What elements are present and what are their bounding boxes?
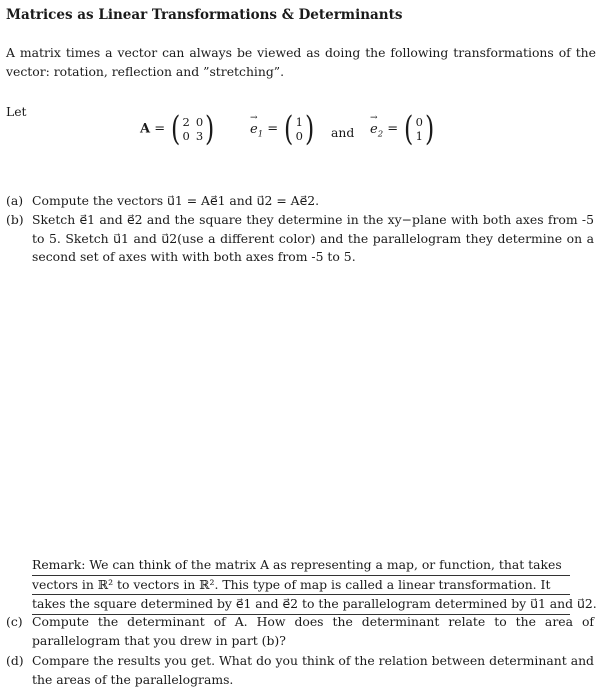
item-d	[6, 652, 594, 689]
matrix-a: ( 2 0 0 3 )	[171, 109, 215, 149]
vector-e2-entry: 1	[415, 129, 423, 143]
item-d-label: (d)	[6, 653, 24, 668]
vector-e1-definition: → $e_1$ = ( 1 0 )	[250, 112, 316, 146]
vector-e1-entry: 0	[295, 129, 303, 143]
item-a	[6, 192, 594, 211]
matrix-a-entry: 0	[182, 129, 190, 143]
item-a-label: (a)	[6, 193, 24, 208]
matrix-a-entry: 0	[195, 115, 204, 129]
vector-e1-entry: 1	[295, 115, 303, 129]
remark	[32, 556, 597, 615]
vector-e1: ( 1 0 )	[284, 109, 315, 149]
matrix-a-name: A	[140, 121, 151, 137]
vector-e2-definition: → $e_2$ = ( 0 1 )	[370, 112, 436, 146]
intro-paragraph: A matrix times a vector can always be viewed as doing the following transformations of the vector: rotation, reflection and ”stretching”.	[6, 45, 596, 79]
item-b	[6, 211, 594, 267]
remark-line-1: Remark: We can think of the matrix A as representing a map, or function, that takes	[32, 556, 570, 576]
vector-e2-entry: 0	[415, 115, 423, 129]
vector-e1-name: → $e_1$	[250, 122, 263, 140]
remark-line-2: vectors in ℝ² to vectors in ℝ². This type of map is called a linear transformation. It	[32, 576, 570, 596]
vector-e2-name: → $e_2$	[370, 122, 383, 140]
item-c-label: (c)	[6, 614, 23, 629]
item-b-label: (b)	[6, 212, 24, 227]
item-c	[6, 613, 594, 650]
matrix-a-definition: A = ( 2 0 0 3 )	[140, 109, 215, 149]
item-b-text: Sketch e⃗1 and e⃗2 and the square they determine in the xy−plane with both axes from -5 to 5. Sketch u⃗1 and u⃗2(use a different color) and the parallelogram they determine on a second set of axes with with both axes from -5 to 5.	[32, 212, 594, 264]
page-title: Matrices as Linear Transformations & Determinants	[6, 7, 403, 23]
item-d-text: Compare the results you get. What do you think of the relation between determinant and the areas of the parallelograms.	[32, 653, 594, 687]
item-c-text: Compute the determinant of A. How does the determinant relate to the area of parallelogram that you drew in part (b)?	[32, 614, 594, 648]
vector-e2: ( 0 1 )	[404, 109, 435, 149]
let-label: Let	[6, 104, 27, 119]
item-a-text: Compute the vectors u⃗1 = Ae⃗1 and u⃗2 = Ae⃗2.	[32, 193, 320, 208]
matrix-a-entry: 2	[182, 115, 190, 129]
and-word: and	[331, 125, 355, 140]
remark-line-3: takes the square determined by e⃗1 and e⃗2 to the parallelogram determined by u⃗1 and u⃗2.	[32, 595, 570, 615]
matrix-a-entry: 3	[195, 129, 204, 143]
